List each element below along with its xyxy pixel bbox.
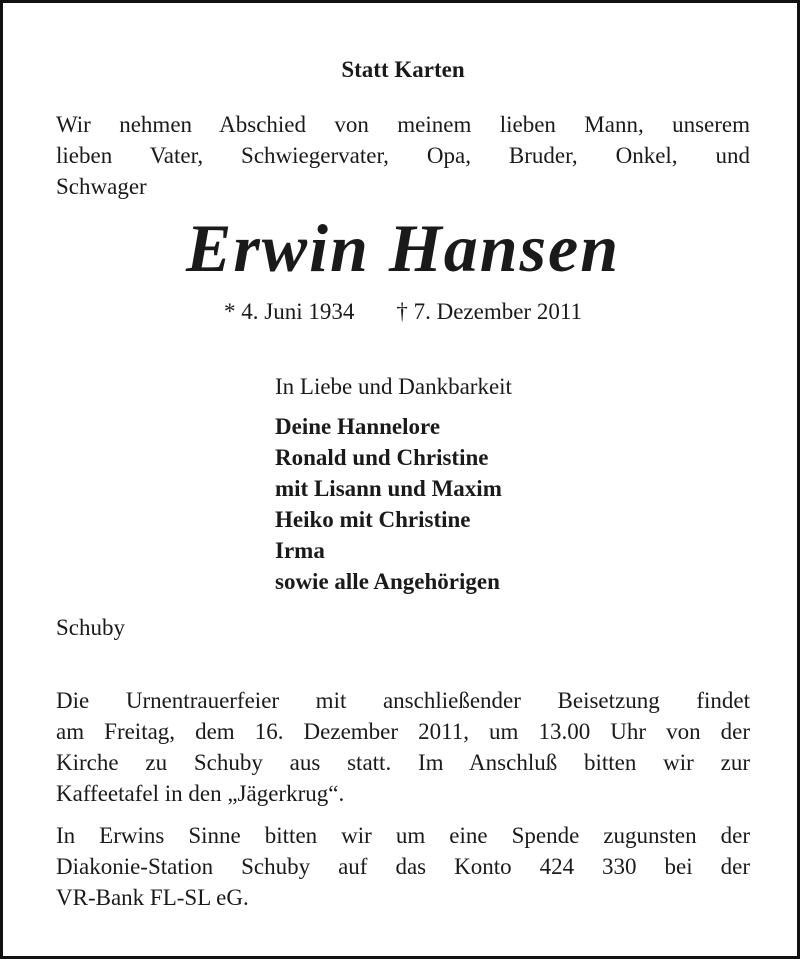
donation-paragraph (56, 820, 750, 913)
mourner-name: Heiko mit Christine (275, 507, 471, 532)
funeral-line: Kirche zu Schuby aus statt. Im Anschluß bitten wir zur (56, 750, 750, 775)
funeral-line: Die Urnentrauerfeier mit anschließender Beisetzung findet (56, 688, 750, 713)
header-title: Statt Karten (341, 57, 465, 82)
donation-line: In Erwins Sinne bitten wir um eine Spende zugunsten der (56, 823, 750, 848)
donation-line: VR-Bank FL-SL eG. (56, 885, 249, 910)
mourner-name: Ronald und Christine (275, 445, 489, 470)
mourners-list (275, 411, 745, 597)
intro-line: Schwager (56, 174, 147, 199)
mourner-name: Deine Hannelore (275, 414, 441, 439)
mourners-intro: In Liebe und Dankbarkeit (275, 374, 512, 399)
intro-line: lieben Vater, Schwiegervater, Opa, Bruder, Onkel, und (56, 143, 750, 168)
death-date: † 7. Dezember 2011 (396, 299, 582, 324)
funeral-line: Kaffeetafel in den „Jägerkrug“. (56, 781, 345, 806)
donation-line: Diakonie-Station Schuby auf das Konto 424 330 bei der (56, 854, 750, 879)
life-dates (3, 299, 800, 325)
place-name: Schuby (56, 615, 125, 640)
intro-text (56, 109, 750, 202)
mourner-name: Irma (275, 538, 325, 563)
mourner-name: sowie alle Angehörigen (275, 569, 500, 594)
funeral-line: am Freitag, dem 16. Dezember 2011, um 13.00 Uhr von der (56, 719, 750, 744)
funeral-paragraph (56, 685, 750, 809)
birth-date: * 4. Juni 1934 (224, 299, 355, 324)
deceased-name: Erwin Hansen (185, 210, 621, 286)
mourners-block (275, 371, 745, 597)
mourner-name: mit Lisann und Maxim (275, 476, 502, 501)
intro-line: Wir nehmen Abschied von meinem lieben Mann, unserem (56, 112, 750, 137)
